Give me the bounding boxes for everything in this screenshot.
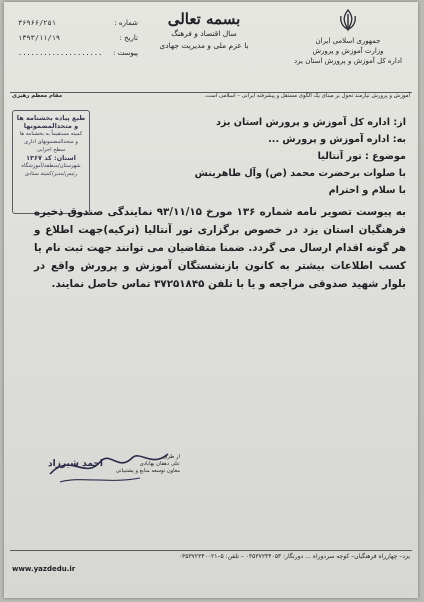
bismillah-logo: بسمه تعالی [167, 10, 241, 28]
year-slogan: سال اقتصاد و فرهنگ [171, 29, 237, 38]
iran-emblem-icon [338, 8, 358, 32]
stamp-line-1: طبع پیاده بخشنامه ها [16, 114, 86, 122]
attach-label: پیوست : [113, 49, 138, 57]
stamp-line-3: کمیته مستقیماً به بخشنامه ها [19, 131, 83, 137]
letter-body [34, 114, 406, 293]
signature-caption-1: از طرف [162, 454, 180, 460]
motto-text: آموزش و پرورش نیازمند تحول بر مبنای یک الگوی مستقل و پیشرفته ایرانی – اسلامی است. [204, 93, 410, 99]
footer-divider [10, 550, 412, 551]
letter-paragraph: به پیوست تصویر نامه شماره ۱۳۶ مورخ ۹۳/۱۱/۱۵ نمایندگی صندوق ذخیره فرهنگیان استان یزد در خصوص برگزاری تور آنتالیا (ترکیه)جهت اطلاع و هر گونه اقدام ارسال می گردد. ضمنا متقاضیان می توانند جهت ثبت نام یا کسب اطلاعات بیشتر به کانون بازنشستگان آموزش و پرورش واقع در بلوار شهید صدوقی مراجعه و یا با تلفن ۳۷۲۵۱۸۴۵ تماس حاصل نمایند. [34, 206, 406, 290]
letter-salutation: با صلوات برحضرت محمد (ص) وآل طاهرینش [194, 168, 406, 179]
meta-number-row [18, 16, 138, 31]
signature-caption-2: علی دهقان بهابادی [139, 461, 180, 467]
letter-greeting: با سلام و احترام [328, 185, 406, 196]
signature-caption-3: معاون توسعه منابع و پشتیبانی [115, 468, 180, 474]
footer [12, 552, 410, 573]
footer-website: www.yazdedu.ir [12, 565, 76, 573]
letter-subject: موضوع : تور آنتالیا [317, 151, 406, 162]
stamp-line-5: سطح اجرایی [36, 147, 66, 153]
letter-page [4, 2, 418, 598]
center-header [144, 10, 264, 52]
year-slogan-2: با عزم ملی و مدیریت جهادی [159, 41, 249, 50]
number-value: ۳۶۹۶۶/۲۵۱ [18, 19, 56, 27]
stamp-line-8: رئیس/مدیر/کمیته ستادی [24, 171, 78, 177]
stamp-line-2: و متحدالمضمونها [23, 122, 79, 130]
number-label: شماره : [114, 19, 138, 27]
stamp-line-7: شهرستان/منطقه/آموزشگاه [21, 163, 81, 169]
attach-value: .................... [18, 49, 103, 57]
meta-date-row [18, 31, 138, 46]
date-label: تاریخ : [119, 34, 138, 42]
ministry-line-3: اداره کل آموزش و پرورش استان یزد [294, 57, 402, 65]
signature-caption [100, 454, 180, 475]
letter-to: از: اداره کل آموزش و پرورش استان یزد [215, 117, 406, 128]
ministry-header [288, 8, 408, 66]
footer-address: یزد– چهارراه فرهنگیان– کوچه سردوراه ... دورنگار: ۰۳۵۳۷۲۴۴۰۵۳ – تلفن: ۵–۰۳۵۳۷۲۳۴۰۰۲۱ [178, 553, 410, 560]
motto-attribution: مقام معظم رهبری [12, 93, 63, 99]
letter-meta [18, 16, 138, 61]
signature-name: احمد شیرزاد [48, 459, 103, 469]
ministry-line-1: جمهوری اسلامی ایران [315, 37, 381, 45]
date-value: ۱۳۹۳/۱۱/۱۹ [18, 34, 61, 42]
meta-attach-row [18, 46, 138, 61]
stamp-line-4: و متحدالمضمونهای اداری [24, 139, 78, 145]
stamp-line-6: استان: کد ۱۳۶۷ [26, 154, 76, 162]
ministry-line-2: وزارت آموزش و پرورش [312, 47, 384, 55]
letter-from: به: اداره آموزش و پرورش ... [268, 134, 406, 145]
